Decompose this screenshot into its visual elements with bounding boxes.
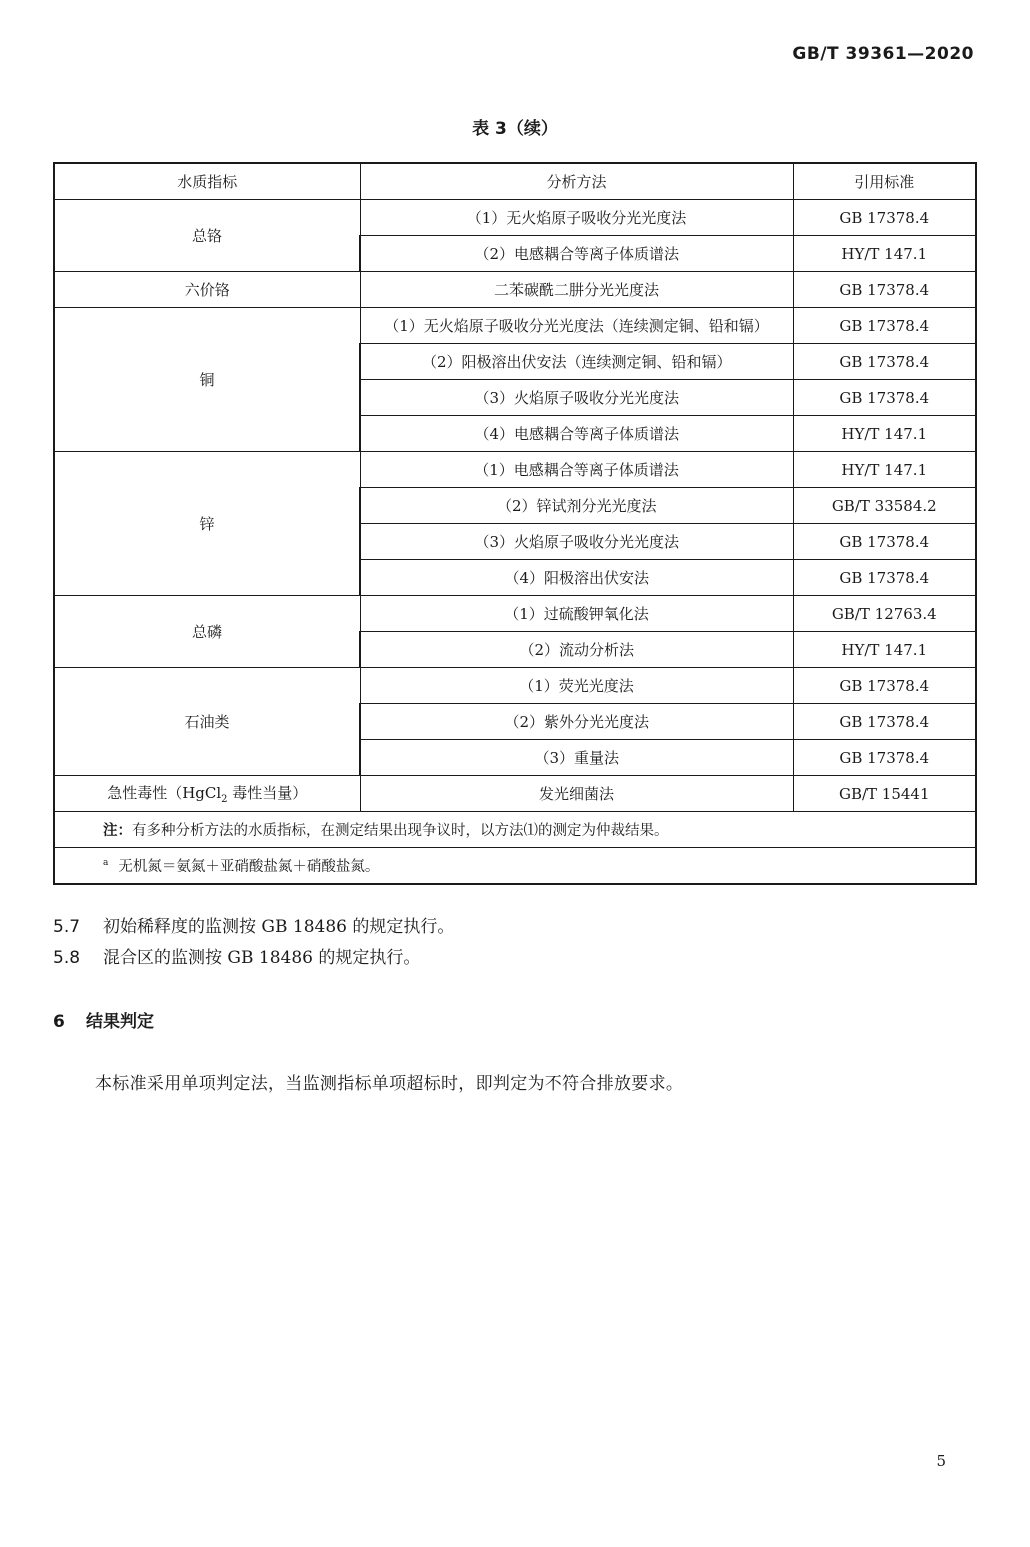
analysis-method: 发光细菌法: [360, 776, 793, 812]
standard-code: GB/T 39361—2020: [792, 44, 974, 64]
table-row: [54, 272, 976, 308]
footnote-text: 无机氮＝氨氮＋亚硝酸盐氮＋硝酸盐氮。: [118, 859, 380, 875]
table-row: [54, 200, 976, 236]
table-row: [54, 452, 976, 488]
reference-standard: GB 17378.4: [793, 200, 976, 236]
reference-standard: HY/T 147.1: [793, 632, 976, 668]
reference-standard: GB 17378.4: [793, 272, 976, 308]
reference-standard: GB 17378.4: [793, 308, 976, 344]
analysis-method: （1）电感耦合等离子体质谱法: [360, 452, 793, 488]
table-row: [54, 776, 976, 812]
indicator-text: 毒性当量）: [227, 784, 308, 802]
footnote-mark: a: [103, 858, 109, 869]
reference-standard: GB/T 15441: [793, 776, 976, 812]
section-6-heading: [53, 1007, 154, 1032]
reference-standard: GB 17378.4: [793, 524, 976, 560]
table-row: [54, 596, 976, 632]
analysis-method: （3）火焰原子吸收分光光度法: [360, 524, 793, 560]
reference-standard: GB 17378.4: [793, 344, 976, 380]
section-number: 6: [53, 1012, 65, 1032]
reference-standard: HY/T 147.1: [793, 416, 976, 452]
water-quality-indicator: 六价铬: [54, 272, 360, 308]
analysis-method: （2）紫外分光光度法: [360, 704, 793, 740]
table-row: [54, 308, 976, 344]
analysis-method: （4）电感耦合等离子体质谱法: [360, 416, 793, 452]
table-footnote-row: [54, 848, 976, 885]
column-header: 引用标准: [793, 163, 976, 200]
reference-standard: GB 17378.4: [793, 740, 976, 776]
clause-5-8: [53, 943, 420, 968]
analysis-method: （1）无火焰原子吸收分光光度法: [360, 200, 793, 236]
analysis-method: （3）重量法: [360, 740, 793, 776]
reference-standard: GB 17378.4: [793, 668, 976, 704]
water-quality-indicator: [54, 776, 360, 812]
table-footnote: [54, 848, 976, 885]
reference-standard: GB/T 33584.2: [793, 488, 976, 524]
table-row: [54, 668, 976, 704]
analysis-method: 二苯碳酰二肼分光光度法: [360, 272, 793, 308]
analysis-method: （2）阳极溶出伏安法（连续测定铜、铅和镉）: [360, 344, 793, 380]
water-quality-indicator: 石油类: [54, 668, 360, 776]
clause-text: 初始稀释度的监测按 GB 18486 的规定执行。: [103, 917, 455, 937]
clause-text: 混合区的监测按 GB 18486 的规定执行。: [103, 948, 421, 968]
water-quality-indicator: 铜: [54, 308, 360, 452]
analysis-method: （2）电感耦合等离子体质谱法: [360, 236, 793, 272]
water-quality-indicator: 总铬: [54, 200, 360, 272]
column-header: 水质指标: [54, 163, 360, 200]
clause-number: 5.7: [53, 917, 81, 937]
clause-5-7: [53, 912, 454, 937]
reference-standard: HY/T 147.1: [793, 236, 976, 272]
reference-standard: GB 17378.4: [793, 380, 976, 416]
reference-standard: GB/T 12763.4: [793, 596, 976, 632]
page-number: 5: [936, 1452, 946, 1470]
analysis-methods-table: [53, 162, 977, 885]
note-label: 注：: [103, 823, 132, 839]
reference-standard: HY/T 147.1: [793, 452, 976, 488]
table-note: [54, 812, 976, 848]
table-title: 表 3（续）: [472, 119, 558, 139]
analysis-method: （4）阳极溶出伏安法: [360, 560, 793, 596]
table-header-row: [54, 163, 976, 200]
section-title: 结果判定: [86, 1012, 154, 1032]
subscript: 2: [221, 794, 228, 805]
indicator-text: 急性毒性（HgCl: [107, 784, 222, 802]
reference-standard: GB 17378.4: [793, 704, 976, 740]
table-note-row: [54, 812, 976, 848]
section-6-paragraph: 本标准采用单项判定法，当监测指标单项超标时，即判定为不符合排放要求。: [95, 1074, 684, 1094]
reference-standard: GB 17378.4: [793, 560, 976, 596]
water-quality-indicator: 总磷: [54, 596, 360, 668]
water-quality-indicator: 锌: [54, 452, 360, 596]
analysis-method: （2）流动分析法: [360, 632, 793, 668]
analysis-method: （3）火焰原子吸收分光光度法: [360, 380, 793, 416]
note-text: 有多种分析方法的水质指标，在测定结果出现争议时，以方法⑴的测定为仲裁结果。: [132, 823, 669, 839]
clause-number: 5.8: [53, 948, 81, 968]
analysis-method: （1）过硫酸钾氧化法: [360, 596, 793, 632]
analysis-method: （1）无火焰原子吸收分光光度法（连续测定铜、铅和镉）: [360, 308, 793, 344]
analysis-method: （2）锌试剂分光光度法: [360, 488, 793, 524]
analysis-method: （1）荧光光度法: [360, 668, 793, 704]
column-header: 分析方法: [360, 163, 793, 200]
